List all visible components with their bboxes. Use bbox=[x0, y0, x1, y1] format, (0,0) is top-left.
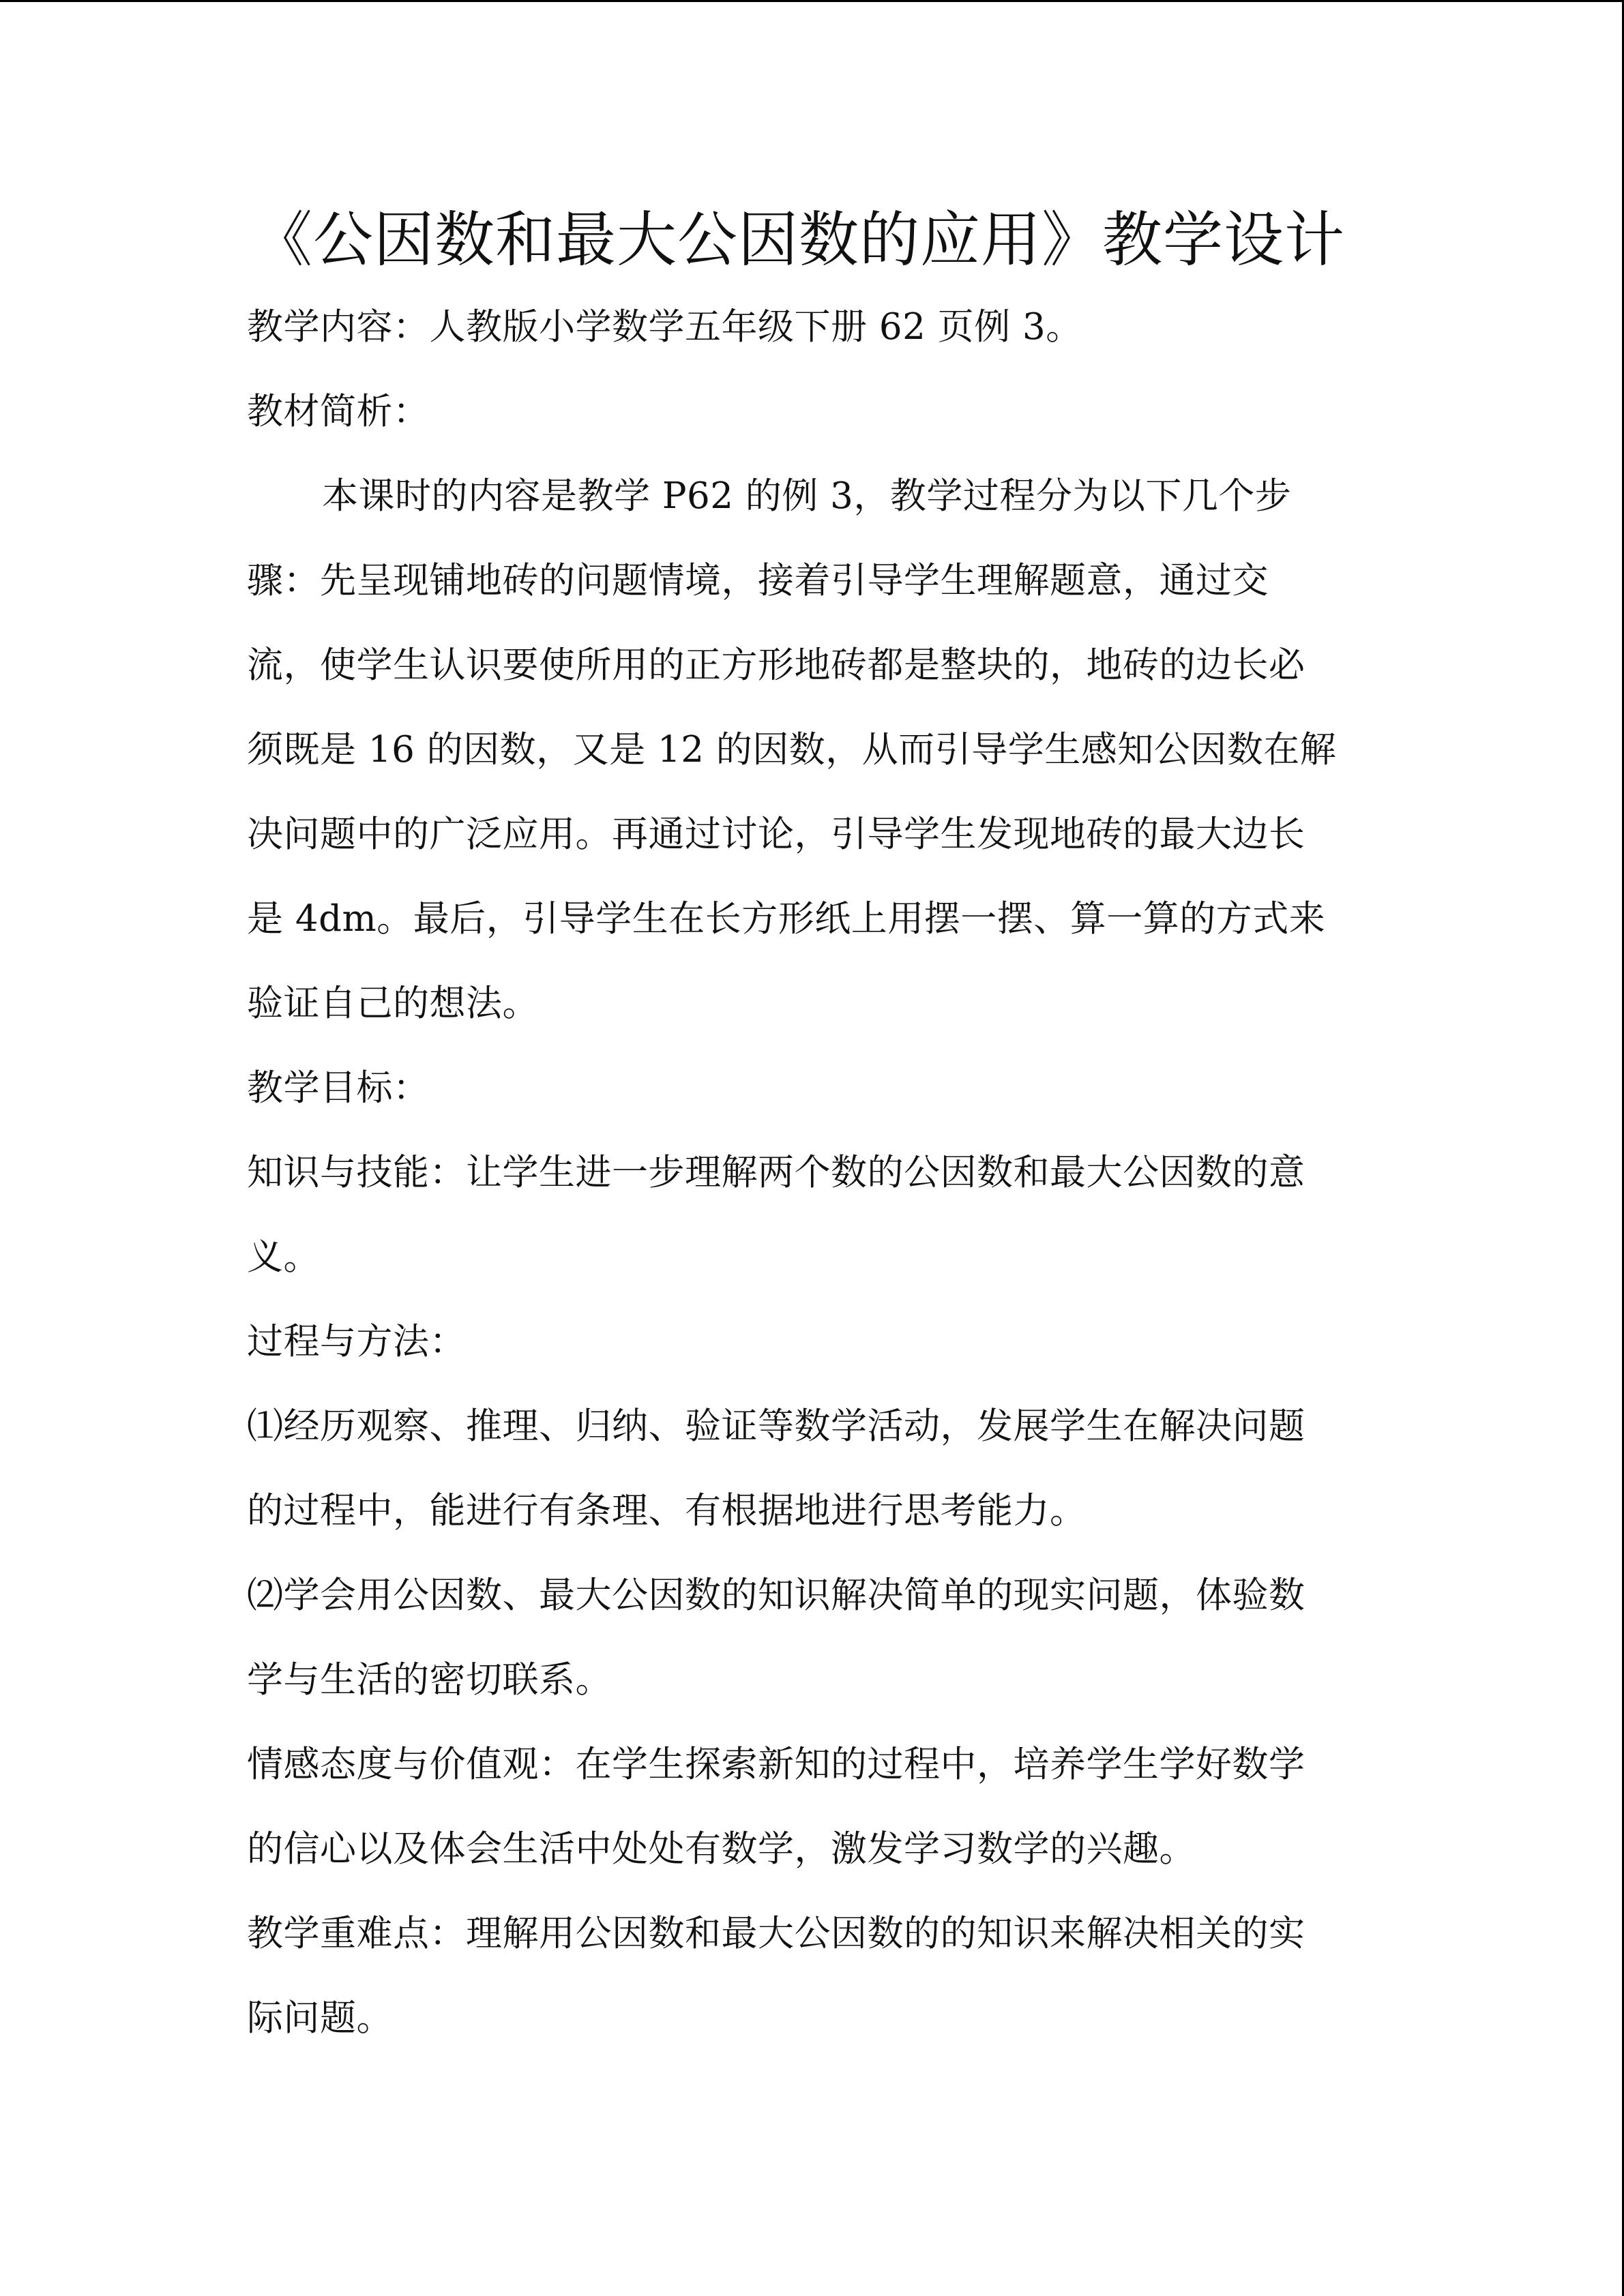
process-item-line: 学与生活的密切联系。 bbox=[247, 1659, 612, 1701]
key-difficulty-line: 教学重难点：理解用公因数和最大公因数的的知识来解决相关的实 bbox=[247, 1913, 1305, 1954]
emotion-values-line: 的信心以及体会生活中处处有数学，激发学习数学的兴趣。 bbox=[247, 1828, 1196, 1870]
emotion-values-line: 情感态度与价值观：在学生探索新知的过程中，培养学生学好数学 bbox=[247, 1744, 1305, 1785]
teaching-content-line: 教学内容：人教版小学数学五年级下册 62 页例 3。 bbox=[247, 306, 1082, 348]
paragraph-line: 是 4dm。最后，引导学生在长方形纸上用摆一摆、算一算的方式来 bbox=[247, 898, 1326, 940]
process-method-heading: 过程与方法： bbox=[247, 1321, 466, 1362]
teaching-goals-heading: 教学目标： bbox=[247, 1067, 430, 1109]
paragraph-line: 流，使学生认识要使所用的正方形地砖都是整块的，地砖的边长必 bbox=[247, 644, 1305, 686]
document-title: 《公因数和最大公因数的应用》教学设计 bbox=[252, 205, 1346, 275]
process-item-line: ⑴经历观察、推理、归纳、验证等数学活动，发展学生在解决问题 bbox=[247, 1405, 1305, 1447]
process-item-line: ⑵学会用公因数、最大公因数的知识解决简单的现实问题，体验数 bbox=[247, 1575, 1305, 1616]
material-analysis-heading: 教材简析： bbox=[247, 391, 430, 432]
knowledge-skills-line: 义。 bbox=[247, 1236, 320, 1278]
key-difficulty-line: 际问题。 bbox=[247, 1997, 393, 2039]
paragraph-line: 骤：先呈现铺地砖的问题情境，接着引导学生理解题意，通过交 bbox=[247, 560, 1269, 601]
document-body bbox=[247, 285, 1365, 2061]
paragraph-line: 决问题中的广泛应用。再通过讨论，引导学生发现地砖的最大边长 bbox=[247, 814, 1305, 855]
process-item-line: 的过程中，能进行有条理、有根据地进行思考能力。 bbox=[247, 1490, 1087, 1532]
paragraph-line: 须既是 16 的因数，又是 12 的因数，从而引导学生感知公因数在解 bbox=[247, 729, 1337, 771]
paragraph-line: 本课时的内容是教学 P62 的例 3，教学过程分为以下几个步 bbox=[322, 475, 1292, 517]
knowledge-skills-line: 知识与技能：让学生进一步理解两个数的公因数和最大公因数的意 bbox=[247, 1152, 1305, 1193]
paragraph-line: 验证自己的想法。 bbox=[247, 983, 539, 1024]
